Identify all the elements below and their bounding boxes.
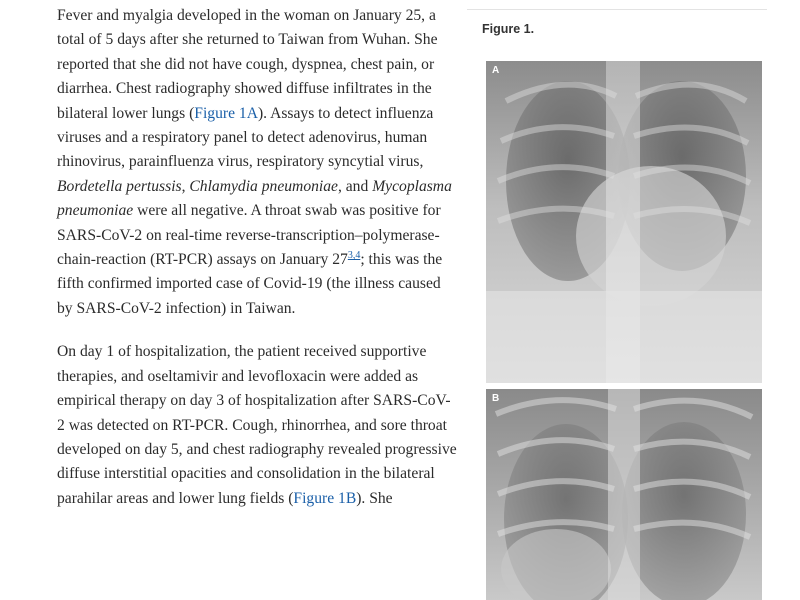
paragraph-2: [57, 340, 457, 511]
figure-1b-link[interactable]: Figure 1B: [293, 489, 357, 507]
figure-1b-image[interactable]: [486, 389, 762, 600]
text-run: ). Assays to detect influenza viruses and a respiratory panel to detect adenovirus, human rhinovirus, parainfluenza virus, respiratory syncytial virus,: [57, 104, 434, 171]
italic-term: Chlamydia pneumoniae: [189, 177, 338, 195]
reference-link[interactable]: 3,4: [347, 249, 361, 261]
figure-1a-link[interactable]: Figure 1A: [194, 104, 258, 122]
paragraph-1: [57, 4, 457, 321]
text-run: ). She: [356, 489, 393, 507]
italic-term: Bordetella pertussis: [57, 177, 182, 195]
text-run: ,: [181, 177, 190, 195]
chest-xray-a-icon: [486, 61, 762, 383]
divider: [467, 9, 767, 10]
panel-label-b: B: [492, 393, 500, 404]
italic-term: Mycoplasma pneumoniae: [57, 177, 452, 220]
figure-panel: [467, 0, 800, 600]
text-run: Fever and myalgia developed in the woman on January 25, a total of 5 days after she returned to Taiwan from Wuhan. She reported that she did not have cough, dyspnea, chest pain, or diarrhea. Chest radiography showed diffuse infiltrates in the bilateral lower lungs (: [57, 7, 438, 122]
text-run: ; this was the fifth confirmed imported case of Covid-19 (the illness caused by SARS-CoV-2 infection) in Taiwan.: [57, 251, 443, 317]
figure-title: Figure 1.: [482, 22, 535, 36]
chest-xray-b-icon: [486, 389, 762, 600]
article-body: [57, 4, 457, 511]
panel-label-a: A: [492, 65, 500, 76]
figure-1a-image[interactable]: [486, 61, 762, 383]
text-run: On day 1 of hospitalization, the patient received supportive therapies, and oseltamivir and levofloxacin were added as empirical therapy on day 3 of hospitalization after SARS-CoV-2 was detected on RT-PCR. Cough, rhinorrhea, and sore throat developed on day 5, and chest radiography revealed progressive diffuse interstitial opacities and consolidation in the bilateral parahilar areas and lower lung fields (: [57, 343, 457, 507]
text-run: were all negative. A throat swab was positive for SARS-CoV-2 on real-time reverse-transcription–polymerase-chain-reaction (RT-PCR) assays on January 27: [57, 202, 441, 269]
text-run: , and: [337, 177, 373, 195]
